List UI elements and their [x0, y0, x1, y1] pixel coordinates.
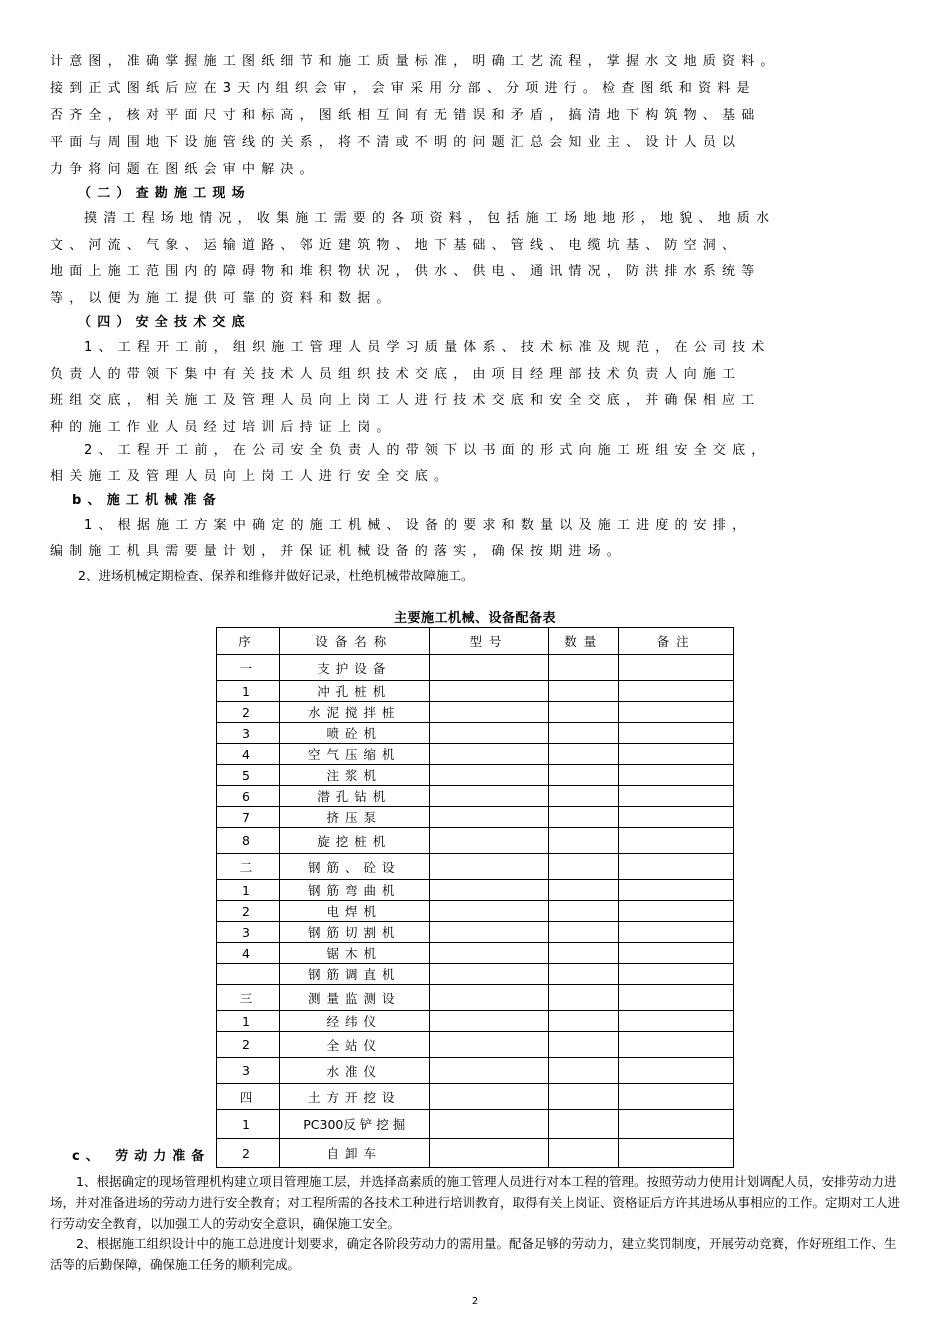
table-cell-name: 旋挖桩机 — [279, 828, 429, 854]
table-cell-name: 钢筋切割机 — [279, 922, 429, 943]
table-row — [217, 655, 734, 681]
table-cell — [549, 723, 619, 744]
table-row — [217, 901, 734, 922]
table-cell — [619, 828, 734, 854]
table-caption: 主要施工机械、设备配备表 — [393, 611, 556, 626]
table-row — [217, 1110, 734, 1139]
table-cell — [619, 765, 734, 786]
table-cell — [619, 1032, 734, 1058]
table-cell — [549, 1011, 619, 1032]
table-cell — [429, 901, 549, 922]
table-cell-name: 经纬仪 — [279, 1011, 429, 1032]
table-cell-name: 钢筋调直机 — [279, 964, 429, 985]
body-line: 接到正式图纸后应在3天内组织会审，会审采用分部、分项进行。检查图纸和资料是 — [50, 81, 756, 96]
table-cell — [549, 807, 619, 828]
column-header: 备注 — [619, 628, 734, 655]
table-row — [217, 723, 734, 744]
table-row — [217, 681, 734, 702]
table-cell — [549, 744, 619, 765]
table-cell-seq: 4 — [217, 943, 280, 964]
table-cell — [549, 943, 619, 964]
table-row — [217, 744, 734, 765]
table-row — [217, 765, 734, 786]
body-line: 1、工程开工前，组织施工管理人员学习质量体系、技术标准及规范，在公司技术 — [84, 340, 771, 355]
table-cell — [619, 1011, 734, 1032]
table-cell — [619, 655, 734, 681]
column-header: 型号 — [429, 628, 549, 655]
table-cell — [549, 681, 619, 702]
paragraph: 2、根据施工组织设计中的施工总进度计划要求，确定各阶段劳动力的需用量。配备足够的劳动力，建立奖罚制度，开展劳动竞赛，作好班组工作、生活等的后勤保障，确保施工任务的顺利完成。 — [50, 1236, 897, 1272]
table-row — [217, 880, 734, 901]
column-header: 序 — [217, 628, 280, 655]
table-cell-seq: 6 — [217, 786, 280, 807]
table-cell — [619, 901, 734, 922]
table-cell — [429, 854, 549, 880]
table-cell — [619, 1084, 734, 1110]
table-cell — [619, 702, 734, 723]
table-row — [217, 985, 734, 1011]
table-cell — [549, 922, 619, 943]
table-cell-name: 冲孔桩机 — [279, 681, 429, 702]
body-line: 2、工程开工前，在公司安全负责人的带领下以书面的形式向施工班组安全交底， — [84, 443, 771, 458]
table-cell — [619, 1139, 734, 1168]
body-line: 负责人的带领下集中有关技术人员组织技术交底，由项目经理部技术负责人向施工 — [50, 367, 742, 382]
body-line: 等，以便为施工提供可靠的资料和数据。 — [50, 291, 396, 306]
table-cell — [429, 744, 549, 765]
table-cell-seq: 2 — [217, 1032, 280, 1058]
table-cell — [549, 702, 619, 723]
table-cell-seq: 3 — [217, 723, 280, 744]
table-cell — [619, 985, 734, 1011]
table-cell — [429, 681, 549, 702]
table-cell-seq: 一 — [217, 655, 280, 681]
table-cell — [619, 854, 734, 880]
table-cell — [429, 655, 549, 681]
table-cell — [619, 922, 734, 943]
table-cell-seq: 1 — [217, 1110, 280, 1139]
table-cell-name: 潜孔钻机 — [279, 786, 429, 807]
section-heading: （四）安全技术交底 — [78, 315, 251, 330]
table-cell — [429, 1139, 549, 1168]
body-line: 地面上施工范围内的障碍物和堆积物状况，供水、供电、通讯情况，防洪排水系统等 — [50, 264, 761, 279]
table-cell-seq: 四 — [217, 1084, 280, 1110]
table-cell — [429, 1058, 549, 1084]
table-cell — [619, 964, 734, 985]
table-row — [217, 1084, 734, 1110]
table-cell — [429, 943, 549, 964]
table-cell — [549, 880, 619, 901]
table-cell — [549, 1110, 619, 1139]
body-line: 力争将问题在图纸会审中解决。 — [50, 162, 319, 177]
table-cell-name: 土方开挖设 — [279, 1084, 429, 1110]
table-cell — [619, 723, 734, 744]
table-cell-seq: 1 — [217, 880, 280, 901]
table-cell — [549, 1032, 619, 1058]
table-cell-name: 水准仪 — [279, 1058, 429, 1084]
table-cell-seq: 1 — [217, 1011, 280, 1032]
table-cell — [549, 828, 619, 854]
table-row — [217, 854, 734, 880]
table-cell-seq: 5 — [217, 765, 280, 786]
table-cell — [429, 702, 549, 723]
body-line: 2、进场机械定期检查、保养和维修并做好记录，杜绝机械带故障施工。 — [78, 568, 474, 583]
table-cell — [549, 1139, 619, 1168]
body-paragraph — [50, 1171, 902, 1234]
table-cell-seq: 3 — [217, 922, 280, 943]
table-cell-name: 喷砼机 — [279, 723, 429, 744]
table-cell — [549, 985, 619, 1011]
table-cell — [549, 655, 619, 681]
table-cell-name: 测量监测设 — [279, 985, 429, 1011]
table-row — [217, 922, 734, 943]
table-cell — [549, 901, 619, 922]
body-paragraph — [50, 1233, 902, 1275]
table-cell-name: 自卸车 — [279, 1139, 429, 1168]
section-heading: c、 劳动力准备 — [72, 1149, 211, 1164]
table-cell — [549, 765, 619, 786]
table-cell — [429, 964, 549, 985]
table-cell — [429, 828, 549, 854]
body-line: 摸清工程场地情况，收集施工需要的各项资料，包括施工场地地形，地貌、地质水 — [84, 211, 776, 226]
table-cell — [619, 681, 734, 702]
table-cell — [429, 1011, 549, 1032]
table-cell — [619, 943, 734, 964]
table-cell-name: 挤压泵 — [279, 807, 429, 828]
table-row — [217, 786, 734, 807]
body-line: 班组交底，相关施工及管理人员向上岗工人进行技术交底和安全交底，并确保相应工 — [50, 393, 761, 408]
paragraph: 1、根据确定的现场管理机构建立项目管理施工层，并选择高素质的施工管理人员进行对本工程的管理。按照劳动力使用计划调配人员，安排劳动力进场，并对准备进场的劳动力进行安全教育；对工程所需的各技术工种进行培训教育，取得有关上岗证、资格证后方许其进场从事相应的工作。定期对工人进行劳动安全教育，以加强工人的劳动安全意识，确保施工安全。 — [50, 1174, 901, 1231]
column-header: 数量 — [549, 628, 619, 655]
table-cell — [429, 765, 549, 786]
table-header-row — [217, 628, 734, 655]
body-line: 计意图，准确掌握施工图纸细节和施工质量标准，明确工艺流程，掌握水文地质资料。 — [50, 54, 780, 69]
body-line: 平面与周围地下设施管线的关系，将不清或不明的问题汇总会知业主、设计人员以 — [50, 135, 742, 150]
table-cell-seq: 4 — [217, 744, 280, 765]
table-cell-name: 支护设备 — [279, 655, 429, 681]
table-cell — [549, 1058, 619, 1084]
table-cell-seq: 2 — [217, 702, 280, 723]
table-cell-seq — [217, 964, 280, 985]
table-cell — [549, 786, 619, 807]
table-cell — [429, 723, 549, 744]
table-row — [217, 1058, 734, 1084]
table-cell — [619, 744, 734, 765]
table-cell — [429, 1032, 549, 1058]
table-row — [217, 828, 734, 854]
table-cell — [549, 854, 619, 880]
table-cell-name: 全站仪 — [279, 1032, 429, 1058]
table-cell — [429, 1084, 549, 1110]
table-cell-seq: 8 — [217, 828, 280, 854]
table-row — [217, 943, 734, 964]
table-cell — [549, 1084, 619, 1110]
table-cell — [429, 786, 549, 807]
table-cell-name: 注浆机 — [279, 765, 429, 786]
body-line: 相关施工及管理人员向上岗工人进行安全交底。 — [50, 469, 454, 484]
table-row — [217, 1011, 734, 1032]
section-heading: （二）查勘施工现场 — [78, 186, 251, 201]
body-line: 编制施工机具需要量计划，并保证机械设备的落实，确保按期进场。 — [50, 544, 627, 559]
table-cell — [619, 880, 734, 901]
table-cell-name: 水泥搅拌桩 — [279, 702, 429, 723]
table-row — [217, 1032, 734, 1058]
table-cell — [429, 880, 549, 901]
table-cell-seq: 三 — [217, 985, 280, 1011]
table-cell-seq: 2 — [217, 1139, 280, 1168]
table-cell-seq: 7 — [217, 807, 280, 828]
table-cell-name: 钢筋弯曲机 — [279, 880, 429, 901]
body-line: 文、河流、气象、运输道路、邻近建筑物、地下基础、管线、电缆坑基、防空洞、 — [50, 238, 742, 253]
table-cell — [429, 985, 549, 1011]
section-heading: b、施工机械准备 — [72, 493, 222, 508]
table-cell — [619, 807, 734, 828]
body-line: 1、根据施工方案中确定的施工机械、设备的要求和数量以及施工进度的安排， — [84, 518, 752, 533]
column-header: 设备名称 — [279, 628, 429, 655]
table-row — [217, 1139, 734, 1168]
equipment-table — [216, 627, 734, 1168]
table-cell-seq: 3 — [217, 1058, 280, 1084]
table-cell — [429, 807, 549, 828]
table-cell-seq: 1 — [217, 681, 280, 702]
table-cell — [619, 1110, 734, 1139]
table-cell-name: 电焊机 — [279, 901, 429, 922]
table-cell-name: PC300反 铲 挖 掘 — [279, 1110, 429, 1139]
page-number: 2 — [471, 1296, 479, 1307]
table-cell — [429, 1110, 549, 1139]
table-cell-seq: 2 — [217, 901, 280, 922]
table-cell-name: 锯木机 — [279, 943, 429, 964]
body-line: 否齐全，核对平面尺寸和标高，图纸相互间有无错误和矛盾，搞清地下构筑物、基础 — [50, 108, 761, 123]
table-row — [217, 702, 734, 723]
table-cell — [619, 786, 734, 807]
table-cell — [619, 1058, 734, 1084]
table-row — [217, 964, 734, 985]
table-cell — [549, 964, 619, 985]
table-cell-name: 钢筋、砼设 — [279, 854, 429, 880]
table-cell-name: 空气压缩机 — [279, 744, 429, 765]
table-cell — [429, 922, 549, 943]
body-line: 种的施工作业人员经过培训后持证上岗。 — [50, 420, 396, 435]
table-cell-seq: 二 — [217, 854, 280, 880]
table-row — [217, 807, 734, 828]
